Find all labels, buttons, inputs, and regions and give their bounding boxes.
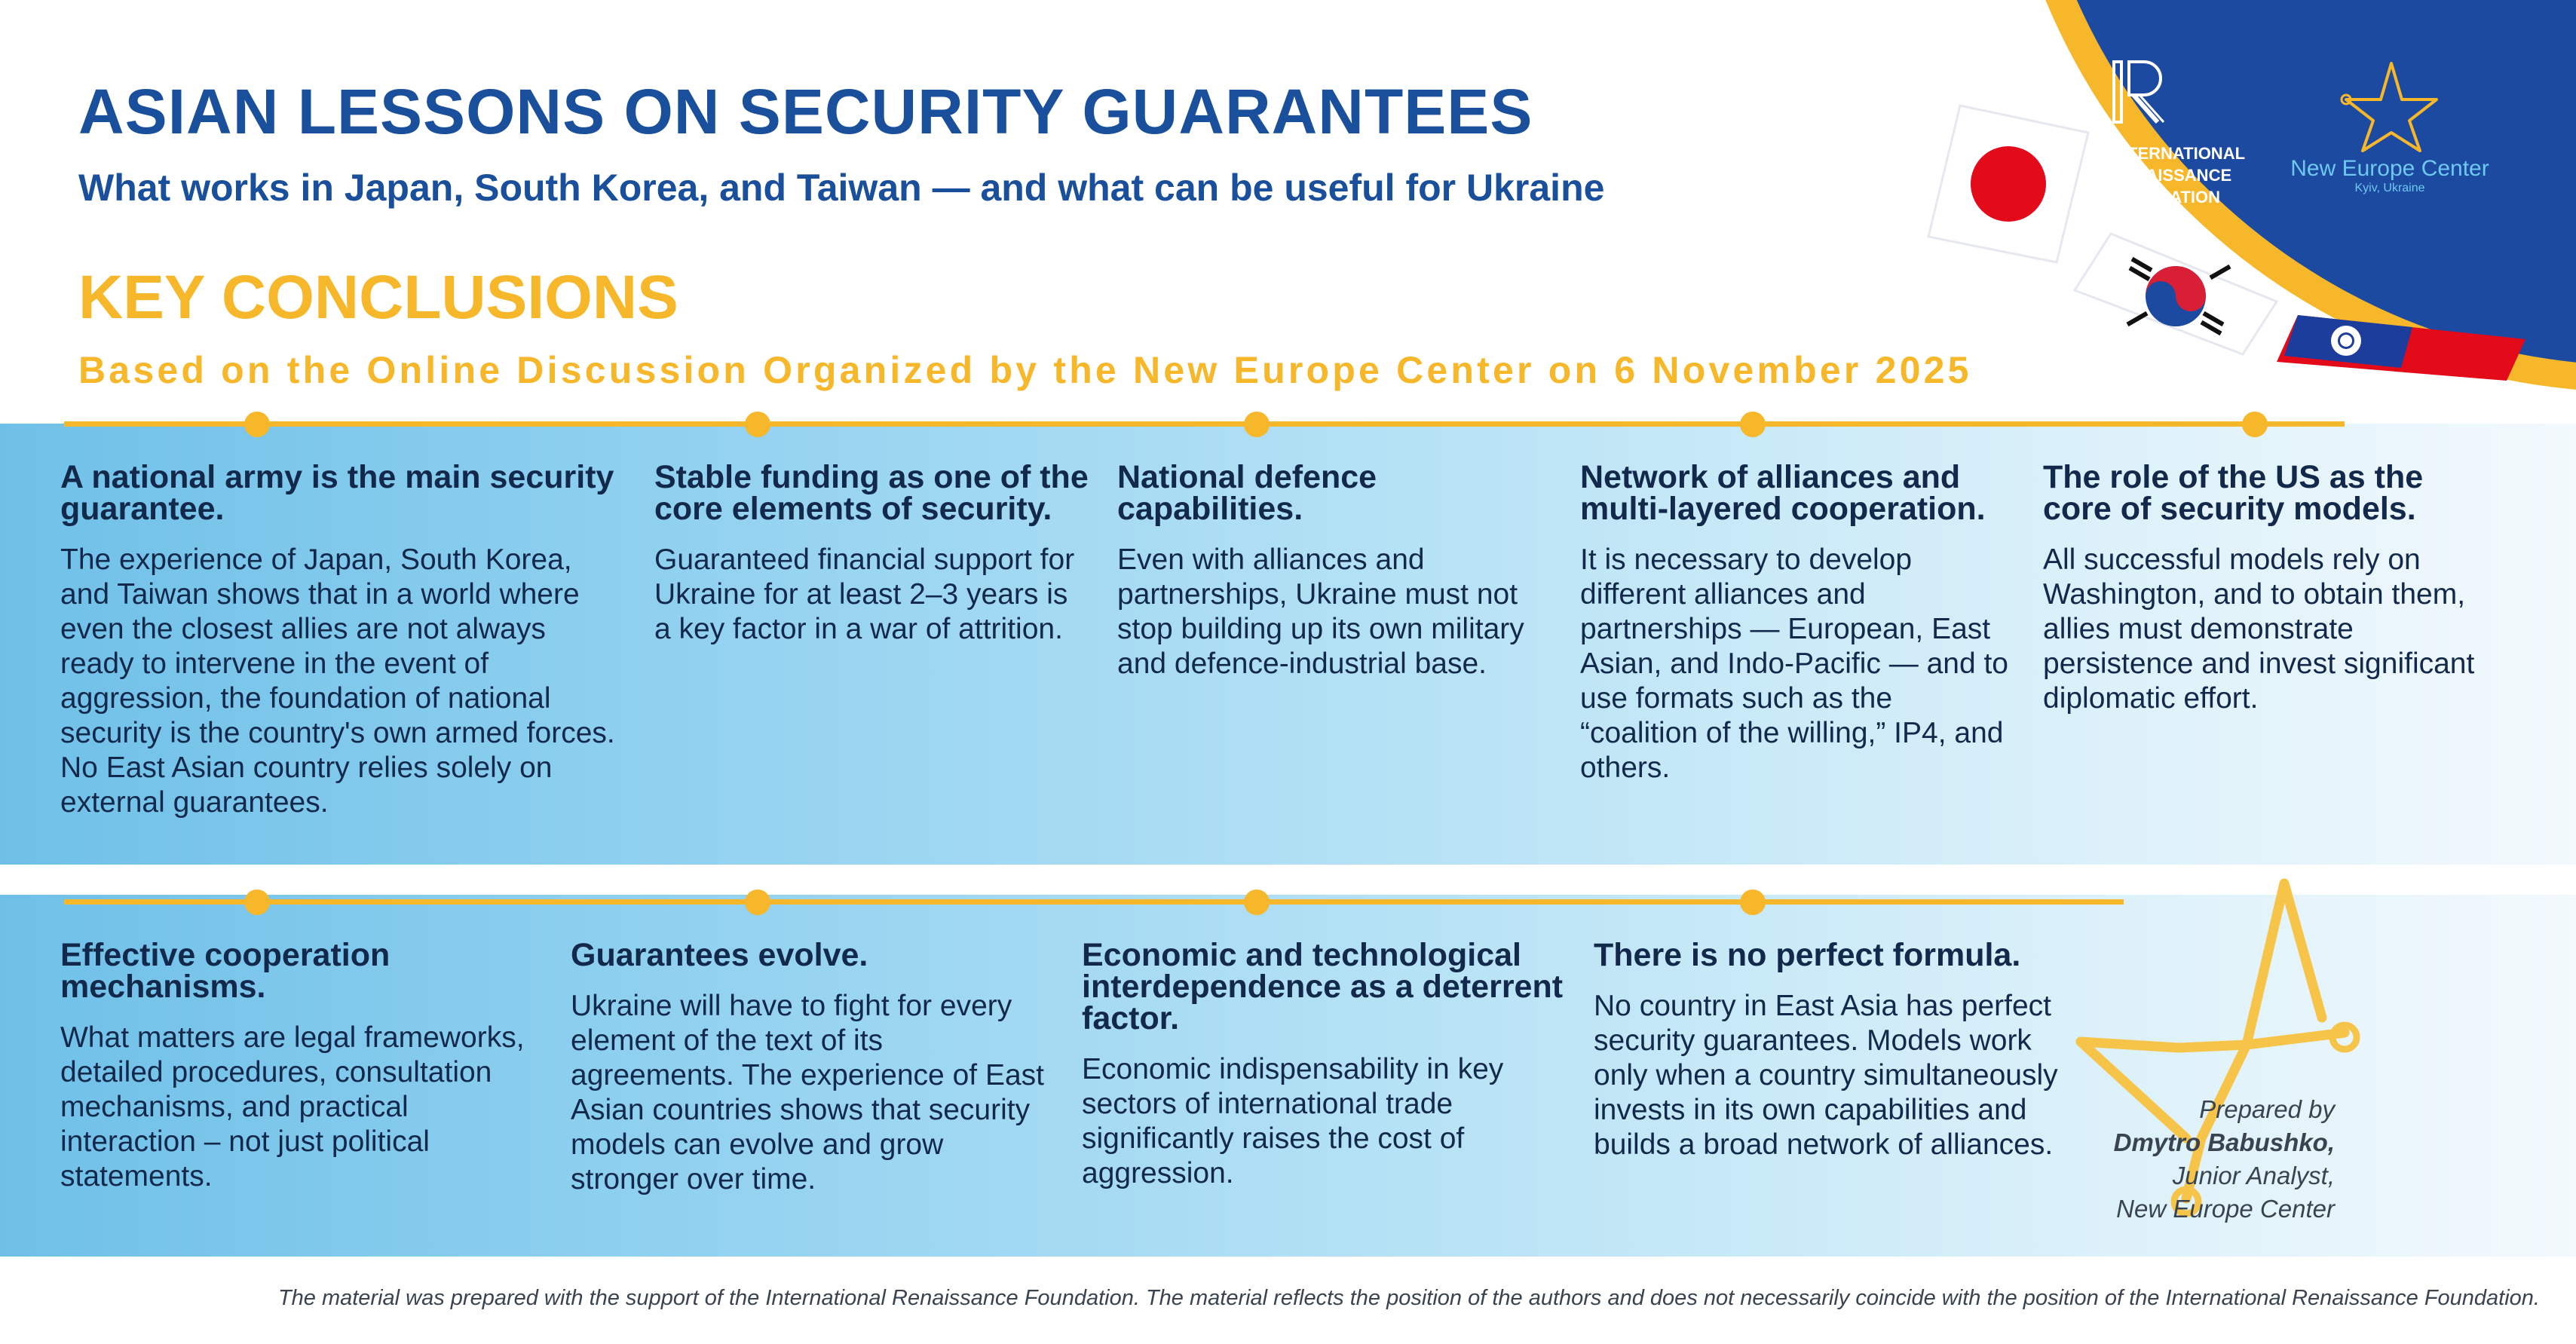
conclusion-body: Guaranteed financial support for Ukraine for at least 2–3 years is a key factor in a war of attrition.	[654, 543, 1075, 645]
star-icon	[2337, 59, 2443, 152]
conclusion-body: It is necessary to develop different alliances and partnerships — European, East Asian, and Indo-Pacific — and to use formats such as the “coalition of the willing,” IP4, and others.	[1580, 543, 2008, 784]
conclusion-card	[654, 461, 1092, 647]
conclusion-body: No country in East Asia has perfect security guarantees. Models work only when a country simultaneously invests in its own capabilities and builds a broad network of alliances.	[1594, 990, 2058, 1161]
conclusion-heading: Effective cooperation mechanisms.	[60, 937, 391, 1005]
timeline-dot	[244, 412, 270, 437]
irf-name-line: RENAISSANCE	[2111, 166, 2232, 185]
conclusion-heading: A national army is the main security guarantee.	[60, 459, 614, 527]
timeline-dot	[1740, 889, 1766, 915]
conclusion-heading: National defence capabilities.	[1117, 459, 1377, 527]
conclusion-card	[1594, 939, 2076, 1162]
timeline-dot	[244, 889, 270, 915]
timeline-dot	[2242, 412, 2268, 437]
conclusion-heading: Network of alliances and multi-layered cooperation.	[1580, 459, 1986, 527]
conclusion-body: All successful models rely on Washington, and to obtain them, allies must demonstrate persistence and invest significant diplomatic effort.	[2043, 543, 2475, 715]
conclusion-card	[571, 939, 1053, 1197]
conclusion-heading: Economic and technological interdependence as a deterrent factor.	[1082, 937, 1564, 1036]
conclusion-card	[60, 461, 622, 820]
page-subtitle: What works in Japan, South Korea, and Taiwan — and what can be useful for Ukraine	[78, 167, 1605, 209]
page-title: ASIAN LESSONS ON SECURITY GUARANTEES	[78, 76, 1533, 147]
timeline-dot	[1740, 412, 1766, 437]
timeline-line-bottom	[64, 899, 2124, 905]
conclusion-heading: The role of the US as the core of security models.	[2043, 459, 2424, 527]
conclusion-heading: Stable funding as one of the core elements of security.	[654, 459, 1089, 527]
conclusion-card	[2043, 461, 2495, 716]
timeline-dot	[745, 889, 770, 915]
author-organization: New Europe Center	[2116, 1195, 2335, 1223]
irf-name-line: INTERNATIONAL	[2111, 144, 2246, 163]
nec-logo	[2284, 59, 2495, 210]
conclusion-body: Ukraine will have to fight for every element of the text of its agreements. The experience of East Asian countries shows that security models can evolve and grow stronger over time.	[571, 990, 1044, 1196]
nec-name: New Europe Center	[2290, 156, 2489, 181]
conclusion-body: Even with alliances and partnerships, Ukraine must not stop building up its own military and defence-industrial base.	[1117, 543, 1524, 680]
conclusion-heading: Guarantees evolve.	[571, 937, 868, 973]
timeline-dot	[1244, 412, 1270, 437]
conclusion-body: The experience of Japan, South Korea, and Taiwan shows that in a world where even the closest allies are not always ready to intervene in the event of aggression, the foundation of national security is the country's own armed forces. No East Asian country relies solely on external guarantees.	[60, 543, 615, 819]
conclusion-body: What matters are legal frameworks, detailed procedures, consultation mechanisms, and practical interaction – not just political statements.	[60, 1021, 525, 1192]
prepared-by-label: Prepared by	[2199, 1095, 2335, 1123]
key-conclusions-subheading: Based on the Online Discussion Organized by the New Europe Center on 6 November 2025	[78, 349, 1972, 391]
conclusion-card	[1117, 461, 1554, 681]
japan-flag-icon	[1928, 106, 2088, 262]
irf-mark-icon	[2111, 59, 2171, 127]
timeline-dot	[745, 412, 770, 437]
conclusion-heading: There is no perfect formula.	[1594, 937, 2021, 973]
key-conclusions-heading: KEY CONCLUSIONS	[78, 263, 678, 332]
conclusion-body: Economic indispensability in key sectors of international trade significantly raises the cost of aggression.	[1082, 1053, 1504, 1189]
nec-location: Kyiv, Ukraine	[2354, 182, 2425, 194]
footer-disclaimer: The material was prepared with the support of the International Renaissance Foundation. The material reflects the position of the authors and does not necessarily coincide with the position of the International Renaissance Foundation.	[277, 1286, 2540, 1310]
conclusion-card	[60, 939, 528, 1194]
author-role: Junior Analyst,	[2172, 1162, 2335, 1189]
conclusion-card	[1082, 939, 1564, 1191]
conclusion-card	[1580, 461, 2017, 785]
irf-logo	[2111, 59, 2254, 210]
irf-name-line: FOUNDATION	[2111, 188, 2221, 207]
author-name: Dmytro Babushko,	[2113, 1128, 2335, 1156]
prepared-by	[2114, 1093, 2335, 1226]
timeline-dot	[1244, 889, 1270, 915]
timeline-line-top	[64, 421, 2345, 427]
